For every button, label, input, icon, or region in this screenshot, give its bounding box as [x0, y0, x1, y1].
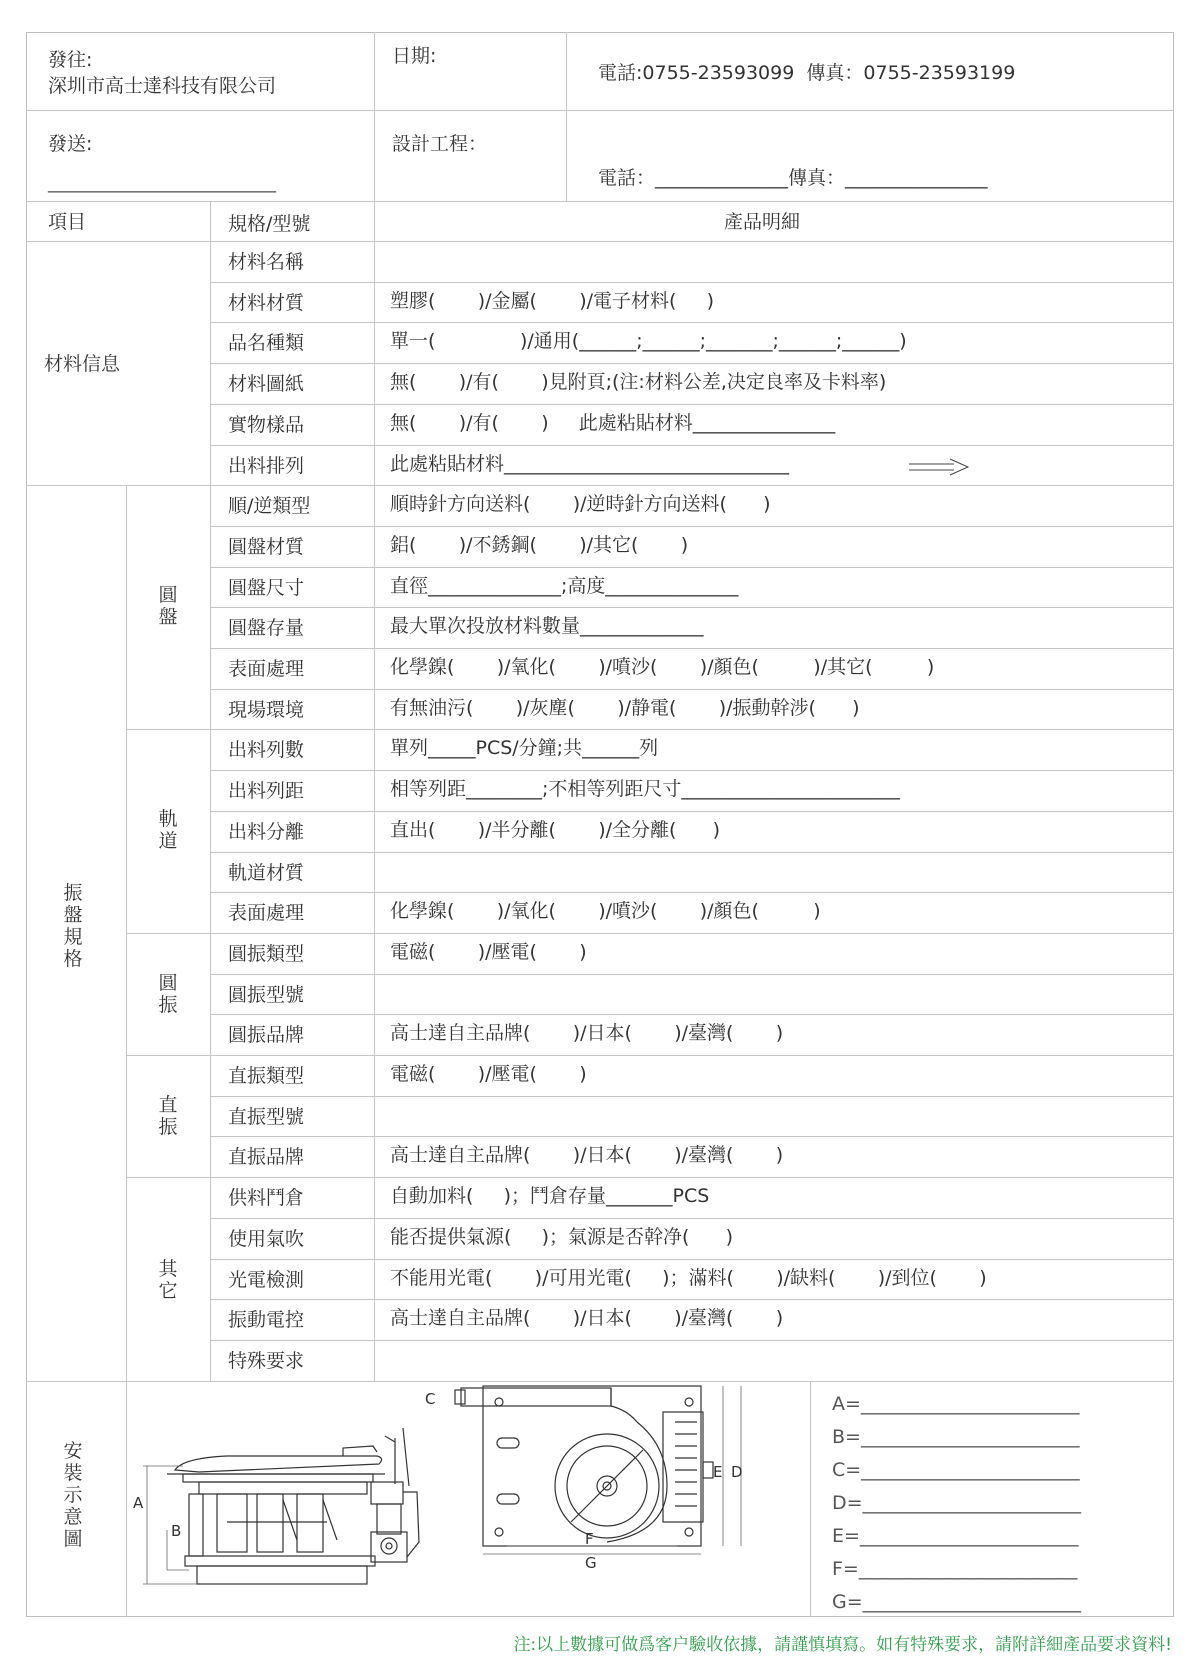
row-value[interactable]: 高士達自主品牌( )/日本( )/臺灣( ): [390, 1022, 784, 1045]
row-divider: [210, 811, 1174, 812]
row-value[interactable]: 單列_____PCS/分鐘;共______列: [390, 737, 659, 760]
group-circular-vibrator: 圓振: [158, 972, 178, 1016]
company-contact: 電話:0755-23593099 傳真：0755-23593199: [598, 62, 1016, 84]
divider: [26, 485, 1174, 486]
row-label: 直振型號: [228, 1105, 305, 1128]
row-label: 材料名稱: [228, 251, 305, 273]
row-value[interactable]: 最大單次投放材料數量_____________: [390, 615, 704, 638]
row-value[interactable]: 化學鎳( )/氧化( )/噴沙( )/顏色( )/其它( ): [390, 656, 935, 678]
dimension-field[interactable]: D=_______________________: [832, 1492, 1082, 1514]
row-divider: [210, 526, 1174, 527]
row-label: 圓盤材質: [228, 535, 305, 558]
row-label: 出料列數: [228, 739, 305, 762]
row-label: 特殊要求: [228, 1349, 305, 1372]
to-company: 深圳市高士達科技有限公司: [48, 75, 277, 97]
row-divider: [210, 1259, 1174, 1260]
row-value[interactable]: 直徑______________;高度______________: [390, 574, 739, 597]
dim-label-g: G: [585, 1554, 597, 1572]
row-label: 軌道材質: [228, 861, 305, 884]
dimension-field[interactable]: G=_______________________: [832, 1591, 1082, 1613]
row-value[interactable]: 自動加料( )；鬥倉存量_______PCS: [390, 1185, 710, 1208]
divider: [26, 241, 1174, 242]
row-label: 出料分離: [228, 820, 305, 843]
row-label: 品名種類: [228, 332, 305, 355]
row-value[interactable]: 能否提供氣源( )；氣源是否幹净( ): [390, 1225, 734, 1248]
row-value[interactable]: 高士達自主品牌( )/日本( )/臺灣( ): [390, 1144, 784, 1167]
dim-label-d: D: [731, 1463, 743, 1481]
divider: [126, 729, 1174, 730]
row-label: 直振類型: [228, 1065, 305, 1087]
group-track: 軌道: [158, 808, 178, 852]
row-divider: [210, 1340, 1174, 1341]
dim-label-c: C: [425, 1390, 436, 1408]
row-label: 圓振型號: [228, 983, 305, 1006]
row-label: 材料材質: [228, 291, 305, 314]
dim-label-e: E: [713, 1463, 723, 1481]
row-divider: [210, 1014, 1174, 1015]
row-divider: [210, 770, 1174, 771]
row-divider: [210, 1096, 1174, 1097]
row-value[interactable]: 有無油污( )/灰塵( )/静電( )/振動幹涉( ): [390, 696, 860, 719]
divider: [210, 201, 211, 1381]
row-label: 圓盤存量: [228, 617, 305, 640]
row-value[interactable]: 塑膠( )/金屬( )/電子材料( ): [390, 289, 715, 312]
dim-label-a: A: [133, 1494, 144, 1512]
row-value[interactable]: 不能用光電( )/可用光電( )；滿料( )/缺料( )/到位( ): [390, 1266, 987, 1289]
group-bowl: 圓盤: [158, 584, 178, 628]
install-diagram: [127, 1382, 810, 1616]
divider: [374, 32, 375, 201]
arrow-right-icon: [908, 458, 970, 476]
row-value[interactable]: 單一( )/通用(______;______;_______;______;______): [390, 330, 907, 353]
group-feeder: 振盤規格: [63, 882, 83, 970]
row-divider: [210, 1299, 1174, 1300]
dim-label-b: B: [171, 1522, 182, 1540]
divider: [126, 1177, 1174, 1178]
divider: [566, 110, 567, 201]
row-label: 材料圖紙: [228, 373, 305, 396]
row-value[interactable]: 順時針方向送料( )/逆時針方向送料( ): [390, 493, 771, 516]
dim-label-f: F: [585, 1530, 594, 1548]
from-blank: ________________________: [48, 171, 276, 193]
row-divider: [210, 322, 1174, 323]
row-value[interactable]: 無( )/有( )見附頁;(注:材料公差,决定良率及卡料率): [390, 371, 887, 394]
divider: [26, 201, 1174, 202]
date-label: 日期:: [392, 45, 437, 67]
customer-contact: 電話：______________傳真：_______________: [598, 167, 988, 189]
row-label: 表面處理: [228, 658, 305, 680]
row-value[interactable]: 電磁( )/壓電( ): [390, 1063, 587, 1085]
row-divider: [210, 404, 1174, 405]
front-view-dimensions: [483, 1386, 741, 1554]
to-label: 發往:: [48, 49, 93, 71]
row-value[interactable]: 此處粘貼材料______________________________: [390, 452, 790, 475]
row-label: 圓盤尺寸: [228, 576, 305, 599]
row-label: 直振品牌: [228, 1146, 305, 1169]
row-divider: [210, 892, 1174, 893]
row-value[interactable]: 電磁( )/壓電( ): [390, 940, 587, 963]
divider: [26, 110, 1174, 111]
footnote: 注:以上數據可做爲客户驗收依據，請謹慎填寫。如有特殊要求，請附詳細產品要求資料!: [513, 1635, 1172, 1655]
group-other: 其它: [158, 1258, 178, 1302]
divider: [126, 1055, 1174, 1056]
row-divider: [210, 689, 1174, 690]
group-linear-vibrator: 直振: [158, 1094, 178, 1138]
dimension-field[interactable]: F=_______________________: [832, 1558, 1078, 1580]
group-material: 材料信息: [44, 353, 121, 375]
row-value[interactable]: 鋁( )/不銹鋼( )/其它( ): [390, 533, 689, 556]
row-label: 振動電控: [228, 1309, 305, 1332]
row-value[interactable]: 無( )/有( ) 此處粘貼材料_______________: [390, 411, 836, 434]
divider: [374, 201, 375, 1381]
divider: [810, 1381, 811, 1617]
row-divider: [210, 648, 1174, 649]
row-divider: [210, 1136, 1174, 1137]
row-label: 出料列距: [228, 780, 305, 803]
row-divider: [210, 974, 1174, 975]
row-value[interactable]: 高士達自主品牌( )/日本( )/臺灣( ): [390, 1307, 784, 1330]
side-view-drawing: [167, 1428, 419, 1584]
dimension-field[interactable]: E=_______________________: [832, 1525, 1079, 1547]
row-divider: [210, 282, 1174, 283]
project-label: 設計工程：: [392, 133, 488, 155]
divider: [566, 32, 567, 110]
from-label: 發送:: [48, 133, 93, 155]
column-item: 項目: [48, 211, 87, 233]
row-divider: [210, 607, 1174, 608]
row-divider: [210, 852, 1174, 853]
dimension-field[interactable]: A=_______________________: [832, 1393, 1080, 1415]
front-view-drawing: [455, 1386, 713, 1546]
row-divider: [210, 567, 1174, 568]
column-spec: 規格/型號: [228, 213, 311, 235]
row-label: 圓振品牌: [228, 1024, 305, 1047]
row-divider: [210, 445, 1174, 446]
divider: [126, 933, 1174, 934]
column-detail: 產品明細: [724, 211, 801, 233]
row-label: 圓振類型: [228, 942, 305, 965]
row-label: 供料鬥倉: [228, 1187, 305, 1210]
row-value[interactable]: 直出( )/半分離( )/全分離( ): [390, 818, 721, 841]
group-install: 安裝示意圖: [63, 1440, 83, 1550]
row-value[interactable]: 相等列距________;不相等列距尺寸_______________________: [390, 778, 900, 801]
row-label: 現場環境: [228, 698, 305, 721]
row-label: 光電檢測: [228, 1268, 305, 1291]
row-label: 表面處理: [228, 902, 305, 925]
row-value[interactable]: 化學鎳( )/氧化( )/噴沙( )/顏色( ): [390, 900, 821, 923]
row-label: 順/逆類型: [228, 495, 311, 518]
row-label: 出料排列: [228, 454, 305, 477]
row-label: 實物樣品: [228, 413, 305, 436]
dimension-field[interactable]: C=_______________________: [832, 1459, 1080, 1481]
row-divider: [210, 363, 1174, 364]
dimension-field[interactable]: B=_______________________: [832, 1426, 1080, 1448]
row-label: 使用氣吹: [228, 1227, 305, 1250]
row-divider: [210, 1218, 1174, 1219]
